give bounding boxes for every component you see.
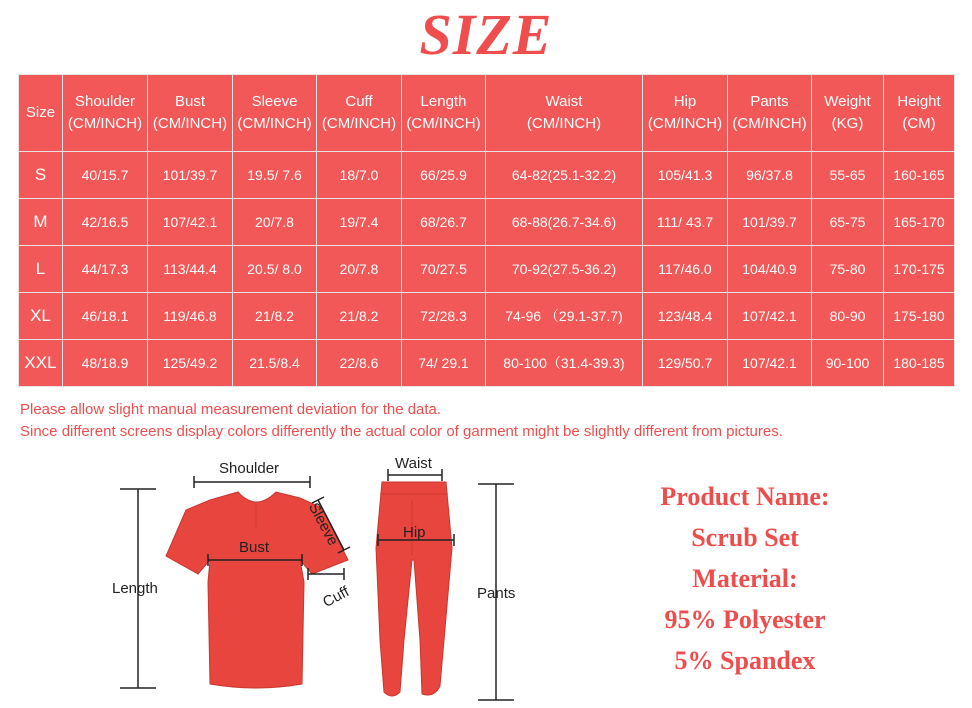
table-cell: 90-100 [812,340,884,387]
header-hip: Hip (CM/INCH) [643,75,728,152]
table-cell: 129/50.7 [643,340,728,387]
table-cell: 107/42.1 [728,340,812,387]
table-cell: S [19,152,63,199]
header-bust: Bust (CM/INCH) [148,75,233,152]
table-cell: L [19,246,63,293]
label-bust: Bust [239,539,270,556]
header-weight: Weight (KG) [812,75,884,152]
table-cell: 113/44.4 [148,246,233,293]
table-cell: 65-75 [812,199,884,246]
table-cell: 104/40.9 [728,246,812,293]
header-height: Height (CM) [884,75,955,152]
table-cell: 119/46.8 [148,293,233,340]
table-cell: XL [19,293,63,340]
table-cell: 70-92(27.5-36.2) [486,246,643,293]
header-length: Length (CM/INCH) [402,75,486,152]
product-name-label: Product Name: [660,482,830,511]
table-cell: 180-185 [884,340,955,387]
table-cell: 20.5/ 8.0 [233,246,317,293]
table-cell: 80-100（31.4-39.3) [486,340,643,387]
table-cell: 70/27.5 [402,246,486,293]
table-cell: 170-175 [884,246,955,293]
material-polyester: 95% Polyester [664,605,826,634]
table-cell: 21/8.2 [233,293,317,340]
note-measurement: Please allow slight manual measurement deviation for the data. [20,401,442,418]
table-cell: 64-82(25.1-32.2) [486,152,643,199]
table-cell: 101/39.7 [148,152,233,199]
header-waist: Waist (CM/INCH) [486,75,643,152]
table-cell: 68/26.7 [402,199,486,246]
table-cell: 19/7.4 [317,199,402,246]
table-cell: 21.5/8.4 [233,340,317,387]
header-sleeve: Sleeve (CM/INCH) [233,75,317,152]
table-cell: 80-90 [812,293,884,340]
note-color: Since different screens display colors differently the actual color of garment might be slightly different from pictures. [20,423,783,440]
table-cell: 175-180 [884,293,955,340]
table-cell: 42/16.5 [63,199,148,246]
header-cuff: Cuff (CM/INCH) [317,75,402,152]
table-cell: 19.5/ 7.6 [233,152,317,199]
table-cell: 18/7.0 [317,152,402,199]
table-cell: 20/7.8 [317,246,402,293]
table-cell: 55-65 [812,152,884,199]
table-cell: 107/42.1 [728,293,812,340]
table-cell: XXL [19,340,63,387]
material-label: Material: [692,564,798,593]
table-cell: 160-165 [884,152,955,199]
table-cell: 68-88(26.7-34.6) [486,199,643,246]
label-cuff: Cuff [320,583,353,612]
table-cell: 123/48.4 [643,293,728,340]
table-cell: 44/17.3 [63,246,148,293]
header-shoulder: Shoulder (CM/INCH) [63,75,148,152]
table-cell: 74-96 （29.1-37.7) [486,293,643,340]
table-cell: 21/8.2 [317,293,402,340]
table-cell: 101/39.7 [728,199,812,246]
table-cell: 125/49.2 [148,340,233,387]
table-cell: 105/41.3 [643,152,728,199]
table-cell: 66/25.9 [402,152,486,199]
material-spandex: 5% Spandex [674,646,816,675]
header-pants: Pants (CM/INCH) [728,75,812,152]
label-hip: Hip [403,524,426,541]
table-cell: 107/42.1 [148,199,233,246]
table-cell: 117/46.0 [643,246,728,293]
label-length: Length [112,580,158,597]
table-cell: 20/7.8 [233,199,317,246]
label-waist: Waist [395,455,432,472]
header-size: Size [19,75,63,152]
scrub-pants-illustration [376,482,452,696]
table-cell: 48/18.9 [63,340,148,387]
table-cell: 111/ 43.7 [643,199,728,246]
table-cell: 22/8.6 [317,340,402,387]
table-cell: 46/18.1 [63,293,148,340]
page-title: SIZE [419,2,553,67]
table-cell: 40/15.7 [63,152,148,199]
table-cell: 165-170 [884,199,955,246]
table-cell: 74/ 29.1 [402,340,486,387]
label-pants: Pants [477,585,516,602]
label-shoulder: Shoulder [219,460,280,477]
label-sleeve: Sleeve [304,500,342,549]
product-name-value: Scrub Set [691,523,799,552]
table-cell: 72/28.3 [402,293,486,340]
table-cell: M [19,199,63,246]
table-cell: 96/37.8 [728,152,812,199]
table-cell: 75-80 [812,246,884,293]
